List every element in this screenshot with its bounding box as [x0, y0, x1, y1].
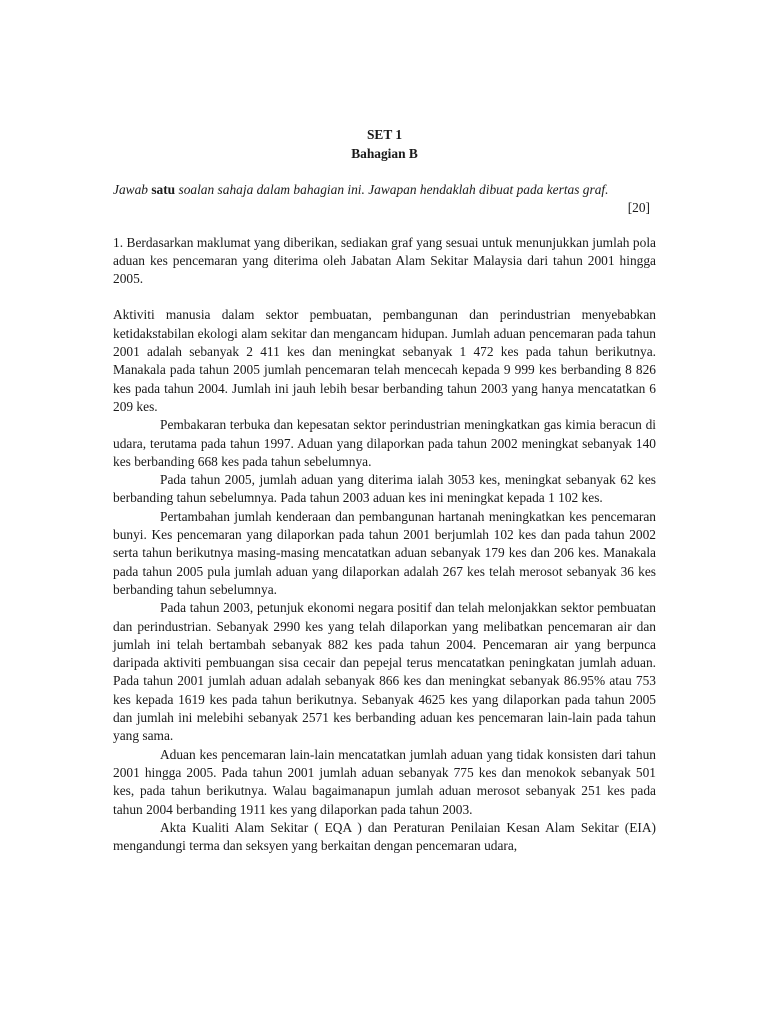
paragraph: Pertambahan jumlah kenderaan dan pembangunan hartanah meningkatkan kes pencemaran bunyi. Kes pencemaran yang dilaporkan pada tahun 2001 berjumlah 102 kes dan pada tahun 2002 serta tahun berikutnya masing-masing mencatatkan aduan sebanyak 179 kes dan 206 kes. Manakala pada tahun 2005 pula jumlah aduan yang dilaporkan adalah 267 kes telah merosot sebanyak 36 kes berbanding tahun sebelumnya. — [113, 508, 656, 597]
instruction-text — [113, 181, 656, 199]
question-text: 1. Berdasarkan maklumat yang diberikan, sediakan graf yang sesuai untuk menunjukkan jumlah pola aduan kes pencemaran yang diterima oleh Jabatan Alam Sekitar Malaysia dari tahun 2001 hingga 2005. — [113, 234, 656, 287]
paragraph: Aduan kes pencemaran lain-lain mencatatkan jumlah aduan yang tidak konsisten dari tahun 2001 hingga 2005. Pada tahun 2001 jumlah aduan sebanyak 775 kes dan menokok sebanyak 501 kes, pada tahun berikutnya. Walau bagaimanapun jumlah aduan merosot sebanyak 251 kes pada tahun 2004 berbanding 1911 kes yang dilaporkan pada tahun 2003. — [113, 746, 656, 817]
document-page — [113, 125, 656, 855]
paragraph: Akta Kualiti Alam Sekitar ( EQA ) dan Peraturan Penilaian Kesan Alam Sekitar (EIA) mengandungi terma dan seksyen yang berkaitan dengan pencemaran udara, — [113, 819, 656, 854]
marks-label: [20] — [627, 200, 650, 216]
paragraph: Pada tahun 2003, petunjuk ekonomi negara positif dan telah melonjakkan sektor pembuatan dan perindustrian. Sebanyak 2990 kes yang telah dilaporkan yang melibatkan pencemaran air dan jumlah ini telah bertambah sebanyak 882 kes pada tahun 2004. Pencemaran air yang berpunca daripada aktiviti pembuangan sisa cecair dan pepejal terus mencatatkan peningkatan jumlah aduan. Pada tahun 2001 jumlah aduan adalah sebanyak 866 kes dan meningkat sebanyak 86.95% atau 753 kes kepada 1619 kes pada tahun berikutnya. Sebanyak 4625 kes yang dilaporkan pada tahun 2005 dan jumlah ini melebihi sebanyak 2571 kes berbanding aduan kes pencemaran lain-lain pada tahun yang sama. — [113, 600, 656, 744]
instruction-bold: satu — [151, 182, 176, 197]
section-title: Bahagian B — [351, 146, 418, 161]
instruction-before: Jawab — [113, 182, 152, 197]
paragraph: Pembakaran terbuka dan kepesatan sektor perindustrian meningkatkan gas kimia beracun di udara, terutama pada tahun 1997. Aduan yang dilaporkan pada tahun 2002 meningkat sebanyak 140 kes berbanding 668 kes pada tahun sebelumnya. — [113, 417, 656, 469]
set-title: SET 1 — [366, 127, 403, 142]
paragraph: Aktiviti manusia dalam sektor pembuatan, pembangunan dan perindustrian menyebabkan ketidakstabilan ekologi alam sekitar dan mengancam hidupan. Jumlah aduan pencemaran pada tahun 2001 adalah sebanyak 2 411 kes dan meningkat sebanyak 1 472 kes pada tahun berikutnya. Manakala pada tahun 2005 jumlah pencemaran telah mencecah kepada 9 999 kes berbanding 8 826 kes pada tahun 2004. Jumlah ini jauh lebih besar berbanding tahun 2003 yang hanya mencatatkan 6 209 kes. — [113, 307, 656, 414]
paragraph: Pada tahun 2005, jumlah aduan yang diterima ialah 3053 kes, meningkat sebanyak 62 kes berbanding tahun sebelumnya. Pada tahun 2003 aduan kes ini meningkat kepada 1 102 kes. — [113, 472, 656, 506]
instruction-after: soalan sahaja dalam bahagian ini. Jawapan hendaklah dibuat pada kertas graf. — [175, 182, 609, 197]
